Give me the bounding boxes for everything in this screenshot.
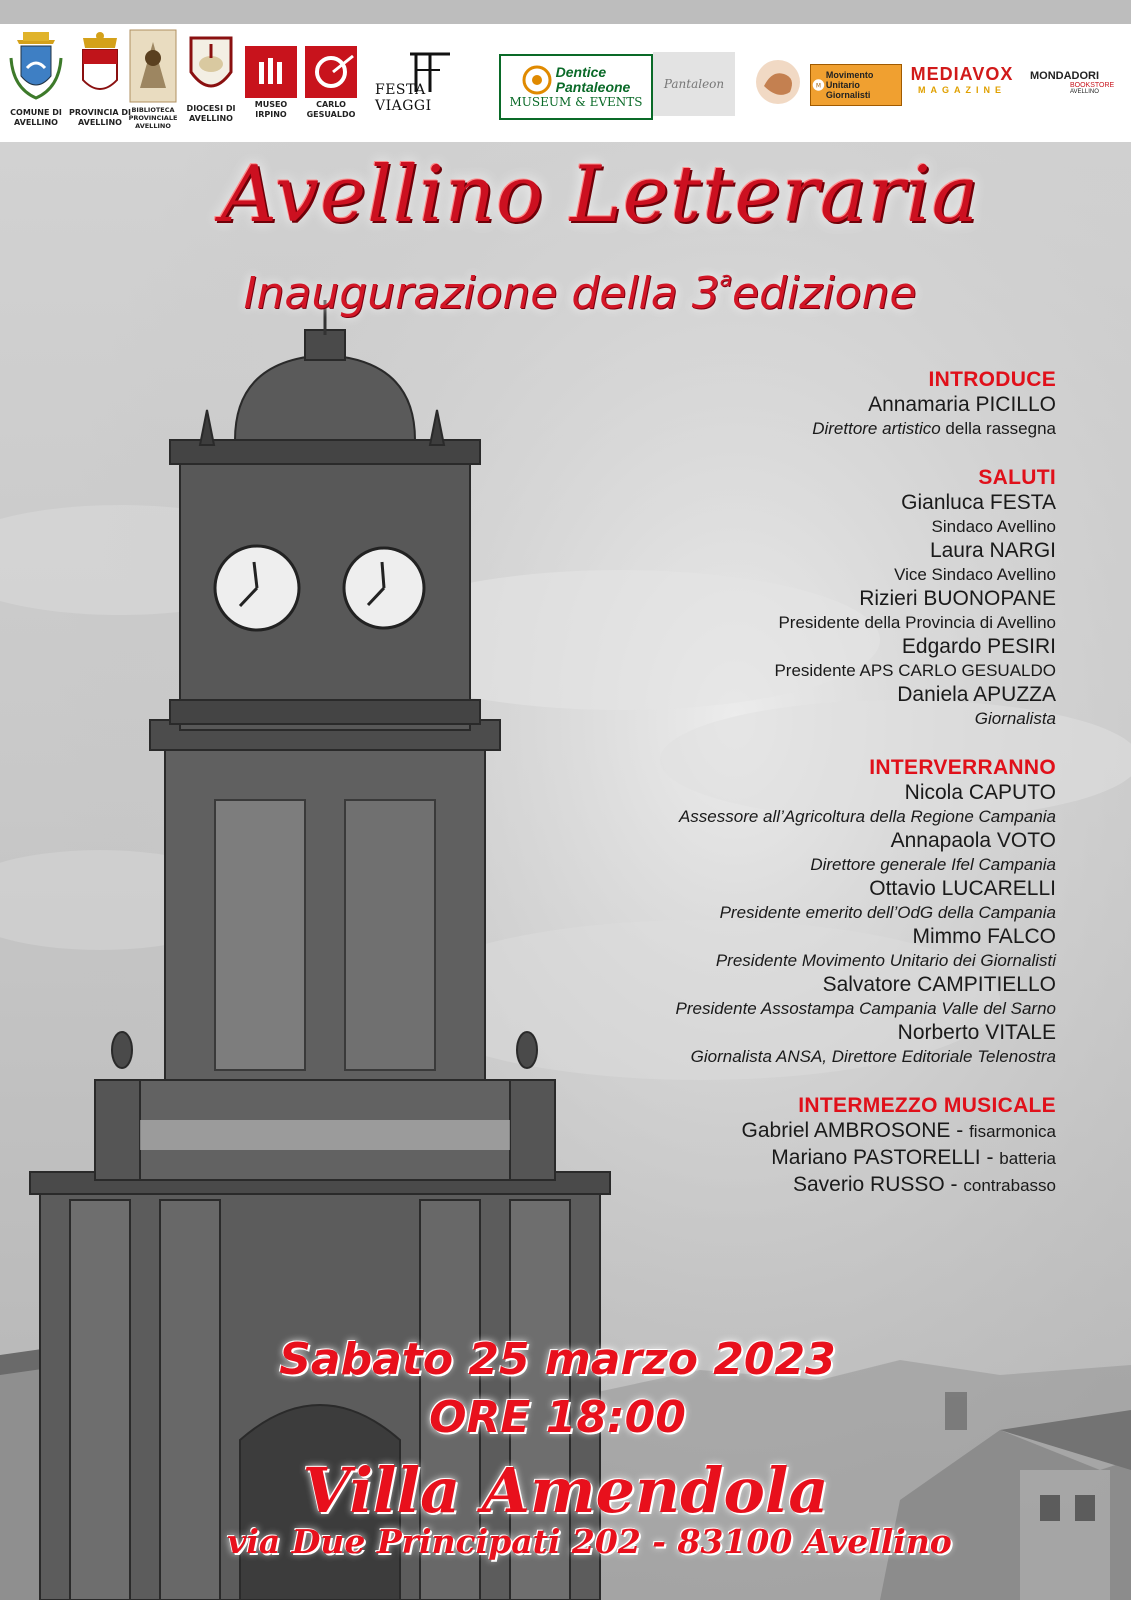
dentice-badge-icon	[522, 65, 552, 95]
musician-instrument: fisarmonica	[969, 1122, 1056, 1141]
festa-viaggi-logo	[375, 50, 487, 114]
biblioteca-logo	[126, 28, 180, 130]
person-role: Sindaco Avellino	[931, 517, 1056, 536]
carlo-caption: CARLO GESUALDO	[306, 100, 356, 119]
person-name: Norberto VITALE	[897, 1021, 1056, 1044]
pantaleon-logo	[653, 52, 735, 116]
museo-icon	[245, 46, 297, 98]
person-name: Salvatore CAMPITIELLO	[822, 973, 1056, 996]
musician-row: Mariano PASTORELLI - batteria	[771, 1146, 1056, 1169]
musician-row: Saverio RUSSO - contrabasso	[792, 1173, 1056, 1196]
biblioteca-caption: BIBLIOTECA PROVINCIALE AVELLINO	[128, 106, 178, 130]
person-role: Giornalista ANSA, Direttore Editoriale Telenostra	[690, 1047, 1056, 1066]
museo-caption: MUSEO IRPINO	[254, 100, 288, 119]
person-name: Annamaria PICILLO	[868, 393, 1056, 416]
movimento-badge-icon	[811, 67, 826, 103]
sponsor-logo-bar	[0, 24, 1131, 142]
event-subtitle	[100, 268, 1060, 319]
svg-text:M: M	[815, 83, 821, 90]
mediavox-sub: MAGAZINE	[918, 85, 1006, 95]
top-strip	[0, 0, 1131, 24]
person-name: Daniela APUZZA	[897, 683, 1056, 706]
biblioteca-emblem-icon	[128, 28, 178, 104]
person-role: Assessore all’Agricoltura della Regione Campania	[678, 807, 1056, 826]
person-name: Ottavio LUCARELLI	[869, 877, 1056, 900]
musician-instrument: contrabasso	[963, 1176, 1056, 1195]
pantaleon-script: Pantaleon	[663, 77, 725, 91]
movimento-giornalisti-logo	[810, 64, 902, 106]
section-heading-introduce: INTRODUCE	[928, 368, 1056, 391]
person-name: Mimmo FALCO	[912, 925, 1056, 948]
dentice-line1: Dentice	[555, 64, 607, 80]
provincia-avellino-logo	[68, 28, 132, 128]
movimento-caption: Movimento Unitario Giornalisti	[825, 70, 874, 100]
dentice-line3: MUSEUM & EVENTS	[509, 95, 643, 109]
person-role: Presidente emerito dell’OdG della Campania	[719, 903, 1056, 922]
musician-name: Mariano PASTORELLI	[771, 1146, 981, 1169]
event-date: Sabato 25 marzo 2023	[279, 1334, 836, 1385]
person-name: Laura NARGI	[929, 539, 1056, 562]
diocesi-crest-icon	[187, 32, 235, 102]
clock-face-right	[344, 548, 424, 628]
map-emblem-icon	[752, 56, 804, 108]
person-role: Giornalista	[974, 709, 1056, 728]
event-time: ORE 18:00	[429, 1392, 686, 1443]
mondadori-logo	[1030, 70, 1126, 95]
diocesi-logo	[183, 32, 239, 124]
diocesi-caption: DIOCESI DI AVELLINO	[186, 104, 236, 123]
association-map-logo	[752, 56, 804, 108]
dentice-line2: Pantaleone	[555, 79, 631, 95]
comune-avellino-logo	[4, 28, 68, 128]
mondadori-sub: BOOKSTORE	[1070, 82, 1115, 89]
comune-caption: COMUNE DI AVELLINO	[10, 108, 62, 127]
dentice-pantaleone-logo	[499, 54, 653, 120]
clock-face-left	[215, 546, 299, 630]
carlo-gesualdo-icon	[305, 46, 357, 98]
musician-row: Gabriel AMBROSONE - fisarmonica	[741, 1119, 1056, 1142]
person-role: Presidente Assostampa Campania Valle del Sarno	[675, 999, 1056, 1018]
role-rest: della rassegna	[940, 419, 1056, 438]
mondadori-wordmark: MONDADORI	[1030, 70, 1100, 82]
person-name: Nicola CAPUTO	[904, 781, 1056, 804]
person-name: Annapaola VOTO	[890, 829, 1056, 852]
person-name: Edgardo PESIRI	[901, 635, 1056, 658]
section-heading-intermezzo: INTERMEZZO MUSICALE	[798, 1094, 1056, 1117]
section-heading-saluti: SALUTI	[978, 466, 1056, 489]
person-role: Vice Sindaco Avellino	[894, 565, 1056, 584]
musician-name: Gabriel AMBROSONE	[741, 1119, 951, 1142]
event-venue: Villa Amendola	[302, 1454, 829, 1527]
event-title: Avellino Letteraria	[220, 150, 980, 240]
provincia-crest-icon	[73, 28, 127, 106]
museo-irpino-logo	[244, 46, 298, 120]
mondadori-city: AVELLINO	[1070, 89, 1099, 95]
subtitle-ordinal: a	[719, 267, 732, 292]
carlo-gesualdo-logo	[303, 46, 359, 120]
person-role: Presidente Movimento Unitario dei Giornalisti	[715, 951, 1056, 970]
provincia-caption: PROVINCIA DI AVELLINO	[69, 108, 131, 127]
person-role: Presidente della Provincia di Avellino	[778, 613, 1056, 632]
comune-crest-icon	[9, 28, 63, 106]
person-name: Rizieri BUONOPANE	[859, 587, 1056, 610]
person-role: Presidente APS CARLO GESUALDO	[774, 661, 1056, 680]
subtitle-prefix: Inaugurazione della 3	[243, 268, 720, 319]
program-list	[416, 368, 1056, 1199]
event-address: via Due Principati 202 - 83100 Avellino	[227, 1522, 952, 1561]
mediavox-wordmark: MEDIAVOX	[910, 64, 1014, 84]
section-heading-interverranno: INTERVERRANNO	[869, 756, 1056, 779]
musician-name: Saverio RUSSO	[792, 1173, 945, 1196]
subtitle-suffix: edizione	[732, 268, 917, 319]
person-role: Direttore generale Ifel Campania	[810, 855, 1056, 874]
festa-caption: FESTA VIAGGI	[375, 82, 432, 114]
person-role	[416, 418, 1056, 440]
musician-instrument: batteria	[999, 1149, 1056, 1168]
person-name: Gianluca FESTA	[901, 491, 1056, 514]
mediavox-logo	[906, 64, 1018, 95]
role-italic: Direttore artistico	[812, 419, 941, 438]
